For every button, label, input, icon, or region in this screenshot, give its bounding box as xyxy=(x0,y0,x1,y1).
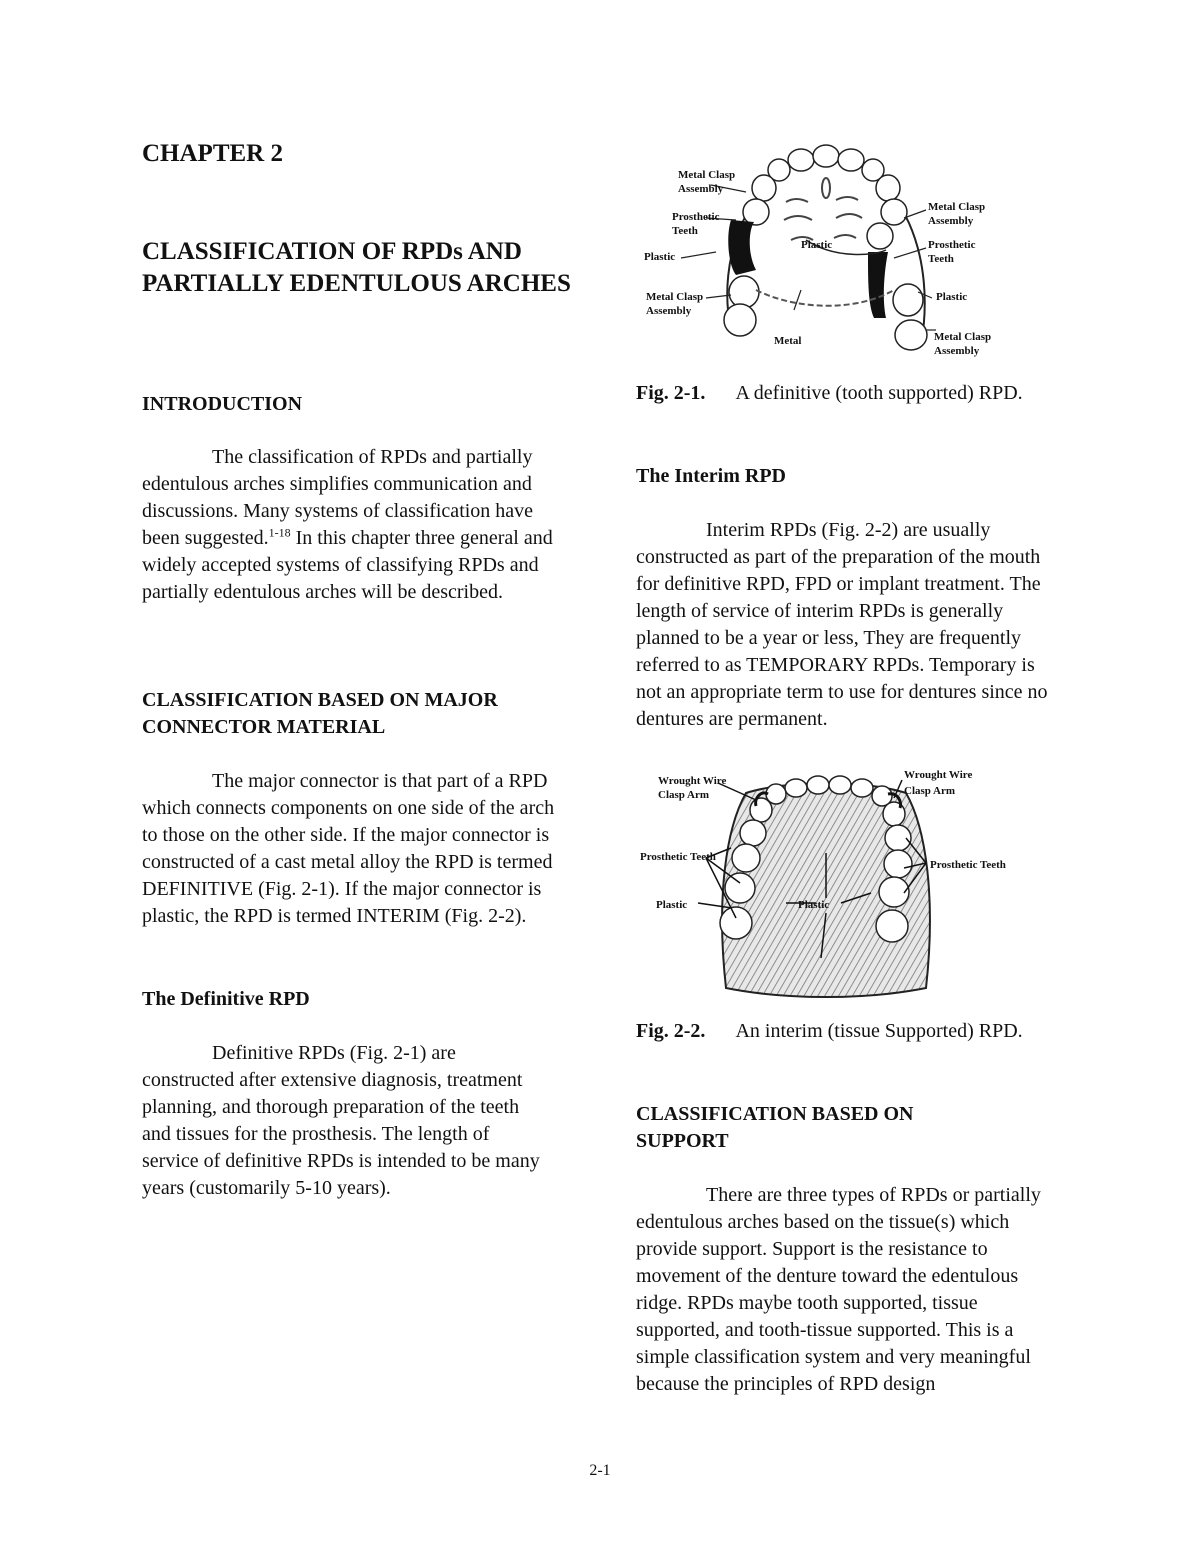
label-metal-clasp-bottom-left-2: Assembly xyxy=(646,305,692,317)
label-prosthetic-right: Prosthetic xyxy=(928,239,976,251)
page-number: 2-1 xyxy=(589,1462,611,1479)
interim-rpd-illustration xyxy=(636,758,1016,1003)
definitive-rpd-paragraph: Definitive RPDs (Fig. 2-1) are constructed after extensive diagnosis, treatment planning, and thorough preparation of the teeth and tissues for the prosthesis. The length of service of definitive RPDs is intended to be many years (customarily 5-10 years). xyxy=(142,1042,540,1199)
label-metal: Metal xyxy=(774,335,802,347)
label-plastic-left-fig2: Plastic xyxy=(656,899,688,911)
chapter-title: CLASSIFICATION OF RPDs AND PARTIALLY EDENTULOUS ARCHES xyxy=(142,238,571,297)
label-prosthetic-right-2: Teeth xyxy=(928,253,954,265)
figure-2-1-caption-text: A definitive (tooth supported) RPD. xyxy=(735,382,1023,404)
introduction-heading: INTRODUCTION xyxy=(142,393,303,415)
prosthetic-teeth-right xyxy=(868,252,888,318)
figure-2-2-caption xyxy=(636,1018,1046,1045)
intro-text-b: In this chapter three general and widely accepted systems of classifying RPDs and partially edentulous arches will be described. xyxy=(142,527,553,603)
label-metal-clasp-bottom-right: Metal Clasp xyxy=(934,331,992,343)
label-wrought-left-2: Clasp Arm xyxy=(658,789,710,801)
label-prosthetic-teeth-right: Prosthetic Teeth xyxy=(930,859,1006,871)
label-wrought-right-2: Clasp Arm xyxy=(904,785,956,797)
label-metal-clasp-bottom-left: Metal Clasp xyxy=(646,291,704,303)
figure-2-1-caption xyxy=(636,380,1046,407)
label-metal-clasp-bottom-right-2: Assembly xyxy=(934,345,980,357)
label-prosthetic-left: Prosthetic xyxy=(672,211,720,223)
label-plastic-left: Plastic xyxy=(644,251,676,263)
label-prosthetic-left-2: Teeth xyxy=(672,225,698,237)
chapter-label: CHAPTER 2 xyxy=(142,140,283,167)
figure-2-1-caption-label: Fig. 2-1. xyxy=(636,382,706,404)
label-plastic-center: Plastic xyxy=(801,239,833,251)
citation-superscript: 1-18 xyxy=(268,525,291,540)
support-heading: CLASSIFICATION BASED ON SUPPORT xyxy=(636,1103,914,1152)
fig1-labels xyxy=(644,169,991,357)
figure-2-2-caption-text: An interim (tissue Supported) RPD. xyxy=(735,1020,1023,1042)
interim-rpd-paragraph: Interim RPDs (Fig. 2-2) are usually constructed as part of the preparation of the mouth for definitive RPD, FPD or implant treatment. The length of service of interim RPDs is generally planned to be a year or less, They are frequently referred to as TEMPORARY RPDs. Temporary is not an appropriate term to use for dentures since no dentures are permanent. xyxy=(636,519,1048,730)
intro-text-a: The classification of RPDs and partially edentulous arches simplifies communication and discussions. Many systems of classification have been suggested. xyxy=(142,446,534,549)
label-metal-clasp-top-left-2: Assembly xyxy=(678,183,724,195)
label-prosthetic-teeth-left: Prosthetic Teeth xyxy=(640,851,716,863)
label-plastic-right: Plastic xyxy=(936,291,968,303)
figure-2-2-caption-label: Fig. 2-2. xyxy=(636,1020,706,1042)
major-connector-paragraph: The major connector is that part of a RPD which connects components on one side of the arch to those on the other side. If the major connector is constructed of a cast metal alloy the RPD is termed DEFINITIVE (Fig. 2-1). If the major connector is plastic, the RPD is termed INTERIM (Fig. 2-2). xyxy=(142,770,555,927)
figure-2-2 xyxy=(636,758,1016,1003)
major-connector-heading: CLASSIFICATION BASED ON MAJOR CONNECTOR MATERIAL xyxy=(142,689,498,738)
figure-2-1 xyxy=(636,140,1016,370)
definitive-rpd-illustration xyxy=(636,140,1016,370)
label-plastic-center-fig2: Plastic xyxy=(798,899,830,911)
label-metal-clasp-top-right: Metal Clasp xyxy=(928,201,986,213)
label-wrought-right: Wrought Wire xyxy=(904,769,973,781)
definitive-rpd-heading: The Definitive RPD xyxy=(142,988,310,1010)
label-metal-clasp-top-left: Metal Clasp xyxy=(678,169,736,181)
label-wrought-left: Wrought Wire xyxy=(658,775,727,787)
interim-rpd-heading: The Interim RPD xyxy=(636,465,786,487)
prosthetic-teeth-left xyxy=(728,220,756,275)
introduction-paragraph xyxy=(142,444,572,606)
label-metal-clasp-top-right-2: Assembly xyxy=(928,215,974,227)
support-paragraph: There are three types of RPDs or partially edentulous arches based on the tissue(s) which provide support. Support is the resistance to movement of the denture toward the edentulous ridge. RPDs maybe tooth supported, tissue supported, and tooth-tissue supported. This is a simple classification system and very meaningful because the principles of RPD design xyxy=(636,1184,1041,1395)
